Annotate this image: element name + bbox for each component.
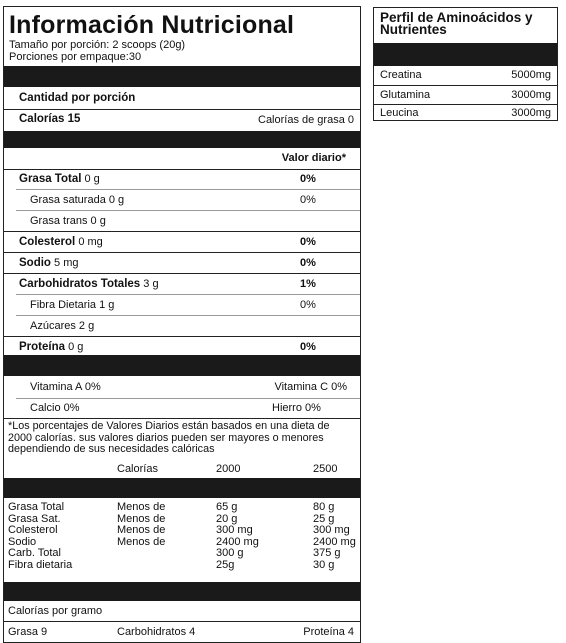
dv-value: 0% (300, 257, 316, 269)
amino-item-leucina: Leucina (380, 107, 419, 119)
per-gram-fat: Grasa 9 (8, 626, 48, 638)
separator-bar (4, 66, 360, 87)
per-gram-protein: Proteína 4 (303, 626, 354, 638)
divider (4, 109, 360, 110)
dv-value: 0% (300, 299, 316, 311)
amino-item-glutamina: Glutamina (380, 89, 431, 101)
vitamin-c: Vitamina C 0% (274, 381, 347, 393)
divider (4, 169, 360, 170)
calcium: Calcio 0% (30, 402, 80, 414)
table-row: Sodio (8, 535, 37, 548)
divider (4, 418, 360, 419)
per-gram-carbs: Carbohidratos 4 (117, 626, 196, 638)
label-title: Información Nutricional (9, 11, 295, 39)
reference-2500-values: 80 g 25 g 300 mg 2400 mg 375 g 30 g (313, 501, 356, 571)
nutrient-row-saturated-fat: Grasa saturada 0 g (30, 194, 125, 206)
separator-bar (4, 582, 360, 601)
nutrient-row-sodium: Sodio 5 mg (19, 257, 79, 269)
amino-acid-panel (373, 7, 558, 121)
divider (4, 336, 360, 337)
amino-amount: 3000mg (511, 107, 551, 119)
nutrient-row-sugars: Azúcares 2 g (30, 320, 95, 332)
divider (374, 104, 557, 105)
footnote: *Los porcentajes de Valores Diarios están basados en una dieta de 2000 calorías. sus valores diarios pueden ser mayores o menores dependiendo de sus necesidades calóricas (8, 420, 330, 455)
calories-from-fat: Calorías de grasa 0 (258, 114, 354, 126)
nutrient-row-protein: Proteína 0 g (19, 341, 84, 353)
servings-per-container: Porciones por empaque:30 (9, 51, 142, 63)
amino-title: Perfil de Aminoácidos y Nutrientes (380, 10, 533, 37)
separator-bar (4, 355, 360, 376)
calories: Calorías 15 (19, 113, 81, 125)
reference-header-2500: 2500 (313, 463, 338, 475)
reference-2000-values: 65 g 20 g 300 mg 2400 mg 300 g 25g (216, 501, 259, 571)
iron: Hierro 0% (272, 402, 321, 414)
divider (16, 189, 360, 190)
amino-amount: 3000mg (511, 89, 551, 101)
table-row: Fibra dietaria (8, 558, 73, 571)
table-row: Grasa Sat. (8, 512, 61, 525)
nutrient-row-dietary-fiber: Fibra Dietaria 1 g (30, 299, 115, 311)
dv-value: 0% (300, 236, 316, 248)
divider (16, 398, 360, 399)
nutrient-row-trans-fat: Grasa trans 0 g (30, 215, 106, 227)
separator-bar (4, 131, 360, 148)
reference-names (8, 502, 72, 571)
reference-header-2000: 2000 (216, 463, 241, 475)
divider (4, 273, 360, 274)
amino-amount: 5000mg (511, 69, 551, 81)
divider (16, 210, 360, 211)
serving-size: Tamaño por porción: 2 scoops (20g) (9, 39, 186, 51)
vitamin-a: Vitamina A 0% (30, 381, 101, 393)
nutrient-row-total-carbs: Carbohidratos Totales 3 g (19, 278, 159, 290)
nutrient-row-cholesterol: Colesterol 0 mg (19, 236, 103, 248)
dv-value: 0% (300, 341, 316, 353)
amount-per-serving: Cantidad por porción (19, 92, 136, 104)
table-row: Colesterol (8, 524, 58, 536)
reference-qualifiers: Menos de Menos de Menos de Menos de (117, 501, 166, 548)
reference-header-label: Calorías (117, 463, 158, 475)
divider (4, 231, 360, 232)
table-row: Carb. Total (8, 547, 61, 559)
daily-value-header: Valor diario* (281, 152, 346, 164)
dv-value: 1% (300, 278, 316, 290)
amino-item-creatina: Creatina (380, 69, 422, 81)
separator-bar (374, 43, 557, 66)
divider (4, 621, 360, 622)
divider (374, 85, 557, 86)
separator-bar (4, 478, 360, 498)
divider (16, 315, 360, 316)
dv-value: 0% (300, 173, 316, 185)
dv-value: 0% (300, 194, 316, 206)
nutrient-row-total-fat: Grasa Total 0 g (19, 173, 100, 185)
nutrition-facts-panel (3, 6, 361, 643)
calories-per-gram: Calorías por gramo (8, 605, 103, 617)
divider (4, 252, 360, 253)
divider (16, 294, 360, 295)
table-row: Grasa Total (8, 501, 65, 513)
